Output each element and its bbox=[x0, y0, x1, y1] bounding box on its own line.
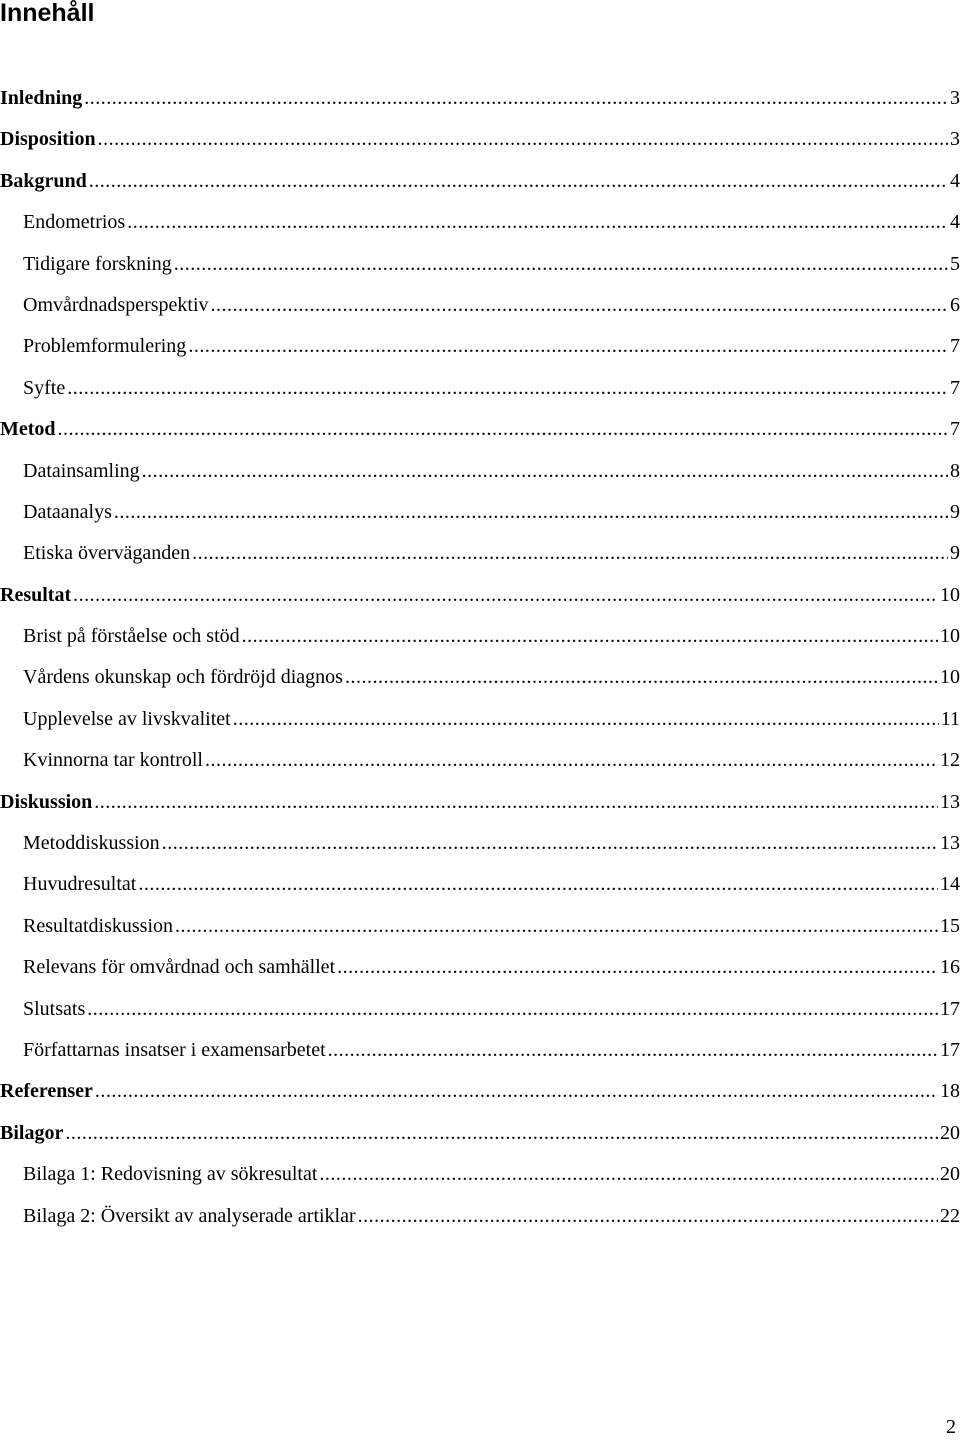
toc-entry-page: 6 bbox=[950, 293, 960, 316]
toc-entry-page: 12 bbox=[940, 749, 960, 772]
toc-entry-subsection[interactable] bbox=[0, 208, 960, 249]
toc-heading: Innehåll bbox=[0, 0, 95, 27]
toc-dot-leader bbox=[138, 870, 938, 898]
toc-entry-label: Diskussion bbox=[0, 790, 93, 813]
toc-entry-page: 14 bbox=[940, 873, 960, 896]
toc-entry-label: Metoddiskussion bbox=[23, 832, 160, 855]
toc-entry-subsection[interactable] bbox=[0, 663, 960, 704]
toc-entry-label: Vårdens okunskap och fördröjd diagnos bbox=[23, 666, 343, 689]
toc-dot-leader bbox=[205, 746, 938, 774]
toc-dot-leader bbox=[114, 498, 948, 526]
toc-dot-leader bbox=[95, 1077, 938, 1105]
toc-dot-leader bbox=[328, 1036, 938, 1064]
toc-entry-label: Omvårdnadsperspektiv bbox=[23, 293, 209, 316]
toc-dot-leader bbox=[242, 622, 938, 650]
toc-entry-page: 10 bbox=[940, 583, 960, 606]
toc-entry-page: 13 bbox=[940, 790, 960, 813]
toc-dot-leader bbox=[89, 167, 948, 195]
toc-entry-subsection[interactable] bbox=[0, 250, 960, 291]
toc-entry-page: 7 bbox=[950, 376, 960, 399]
toc-entry-subsection[interactable] bbox=[0, 622, 960, 663]
toc-dot-leader bbox=[67, 374, 948, 402]
toc-entry-page: 16 bbox=[940, 956, 960, 979]
toc-entry-section[interactable] bbox=[0, 1119, 960, 1160]
toc-entry-label: Endometrios bbox=[23, 211, 126, 234]
toc-entry-label: Datainsamling bbox=[23, 459, 140, 482]
toc-entry-subsection[interactable] bbox=[0, 912, 960, 953]
toc-dot-leader bbox=[98, 125, 948, 153]
toc-entry-label: Problemformulering bbox=[23, 335, 187, 358]
toc-entry-page: 4 bbox=[950, 169, 960, 192]
toc-entry-page: 9 bbox=[950, 500, 960, 523]
toc-entry-label: Syfte bbox=[23, 376, 66, 399]
toc-entry-label: Bakgrund bbox=[0, 169, 87, 192]
toc-entry-page: 3 bbox=[950, 128, 960, 151]
toc-dot-leader bbox=[94, 788, 938, 816]
table-of-contents bbox=[0, 84, 960, 1243]
toc-dot-leader bbox=[345, 663, 938, 691]
toc-dot-leader bbox=[175, 912, 938, 940]
toc-dot-leader bbox=[211, 291, 948, 319]
toc-entry-section[interactable] bbox=[0, 167, 960, 208]
toc-entry-label: Dataanalys bbox=[23, 500, 112, 523]
toc-dot-leader bbox=[358, 1202, 938, 1230]
toc-entry-label: Bilaga 1: Redovisning av sökresultat bbox=[23, 1163, 318, 1186]
toc-entry-page: 10 bbox=[940, 625, 960, 648]
toc-dot-leader bbox=[142, 457, 948, 485]
toc-entry-subsection[interactable] bbox=[0, 374, 960, 415]
toc-dot-leader bbox=[188, 332, 948, 360]
toc-dot-leader bbox=[319, 1160, 938, 1188]
toc-entry-section[interactable] bbox=[0, 415, 960, 456]
toc-dot-leader bbox=[192, 539, 948, 567]
toc-entry-label: Etiska överväganden bbox=[23, 542, 191, 565]
toc-entry-label: Slutsats bbox=[23, 997, 86, 1020]
toc-entry-page: 8 bbox=[950, 459, 960, 482]
toc-entry-label: Författarnas insatser i examensarbetet bbox=[23, 1038, 326, 1061]
toc-dot-leader bbox=[337, 953, 938, 981]
toc-entry-page: 22 bbox=[940, 1204, 960, 1227]
toc-entry-subsection[interactable] bbox=[0, 539, 960, 580]
toc-entry-subsection[interactable] bbox=[0, 457, 960, 498]
toc-dot-leader bbox=[65, 1119, 938, 1147]
toc-entry-page: 7 bbox=[950, 335, 960, 358]
toc-dot-leader bbox=[87, 995, 938, 1023]
toc-entry-label: Bilagor bbox=[0, 1121, 64, 1144]
toc-entry-label: Brist på förståelse och stöd bbox=[23, 625, 240, 648]
toc-entry-page: 10 bbox=[940, 666, 960, 689]
toc-entry-subsection[interactable] bbox=[0, 332, 960, 373]
toc-entry-label: Disposition bbox=[0, 128, 96, 151]
toc-entry-label: Referenser bbox=[0, 1080, 93, 1103]
toc-entry-subsection[interactable] bbox=[0, 829, 960, 870]
toc-entry-page: 13 bbox=[940, 832, 960, 855]
toc-entry-page: 7 bbox=[950, 418, 960, 441]
toc-entry-label: Kvinnorna tar kontroll bbox=[23, 749, 203, 772]
toc-entry-section[interactable] bbox=[0, 125, 960, 166]
toc-dot-leader bbox=[174, 250, 948, 278]
toc-entry-subsection[interactable] bbox=[0, 746, 960, 787]
toc-entry-subsection[interactable] bbox=[0, 995, 960, 1036]
toc-dot-leader bbox=[84, 84, 948, 112]
toc-entry-label: Resultat bbox=[0, 583, 72, 606]
toc-entry-label: Tidigare forskning bbox=[23, 252, 172, 275]
toc-entry-page: 5 bbox=[950, 252, 960, 275]
toc-entry-label: Metod bbox=[0, 418, 56, 441]
toc-entry-label: Relevans för omvårdnad och samhället bbox=[23, 956, 336, 979]
toc-dot-leader bbox=[127, 208, 948, 236]
toc-entry-subsection[interactable] bbox=[0, 953, 960, 994]
toc-entry-section[interactable] bbox=[0, 1077, 960, 1118]
toc-entry-subsection[interactable] bbox=[0, 291, 960, 332]
toc-dot-leader bbox=[162, 829, 938, 857]
toc-dot-leader bbox=[233, 705, 939, 733]
toc-entry-page: 20 bbox=[940, 1163, 960, 1186]
toc-entry-subsection[interactable] bbox=[0, 705, 960, 746]
toc-entry-page: 17 bbox=[940, 997, 960, 1020]
toc-entry-label: Inledning bbox=[0, 87, 83, 109]
toc-entry-section[interactable] bbox=[0, 788, 960, 829]
toc-entry-page: 18 bbox=[940, 1080, 960, 1103]
toc-entry-section[interactable] bbox=[0, 581, 960, 622]
toc-entry-label: Bilaga 2: Översikt av analyserade artiklar bbox=[23, 1204, 356, 1227]
toc-dot-leader bbox=[58, 415, 948, 443]
toc-entry-subsection[interactable] bbox=[0, 870, 960, 911]
toc-entry-page: 17 bbox=[940, 1038, 960, 1061]
toc-entry-label: Upplevelse av livskvalitet bbox=[23, 707, 231, 730]
toc-entry-page: 4 bbox=[950, 211, 960, 234]
toc-entry-page: 20 bbox=[940, 1121, 960, 1144]
toc-entry-label: Huvudresultat bbox=[23, 873, 137, 896]
toc-entry-page: 15 bbox=[940, 914, 960, 937]
toc-entry-page: 9 bbox=[950, 542, 960, 565]
toc-entry-subsection[interactable] bbox=[0, 1160, 960, 1201]
toc-dot-leader bbox=[73, 581, 938, 609]
page-number: 2 bbox=[946, 1416, 956, 1438]
toc-entry-subsection[interactable] bbox=[0, 498, 960, 539]
toc-entry-label: Resultatdiskussion bbox=[23, 914, 174, 937]
toc-entry-page: 11 bbox=[940, 707, 960, 730]
toc-entry-subsection[interactable] bbox=[0, 1036, 960, 1077]
toc-entry-section[interactable] bbox=[0, 84, 960, 125]
toc-entry-subsection[interactable] bbox=[0, 1202, 960, 1243]
toc-entry-page: 3 bbox=[950, 87, 960, 109]
